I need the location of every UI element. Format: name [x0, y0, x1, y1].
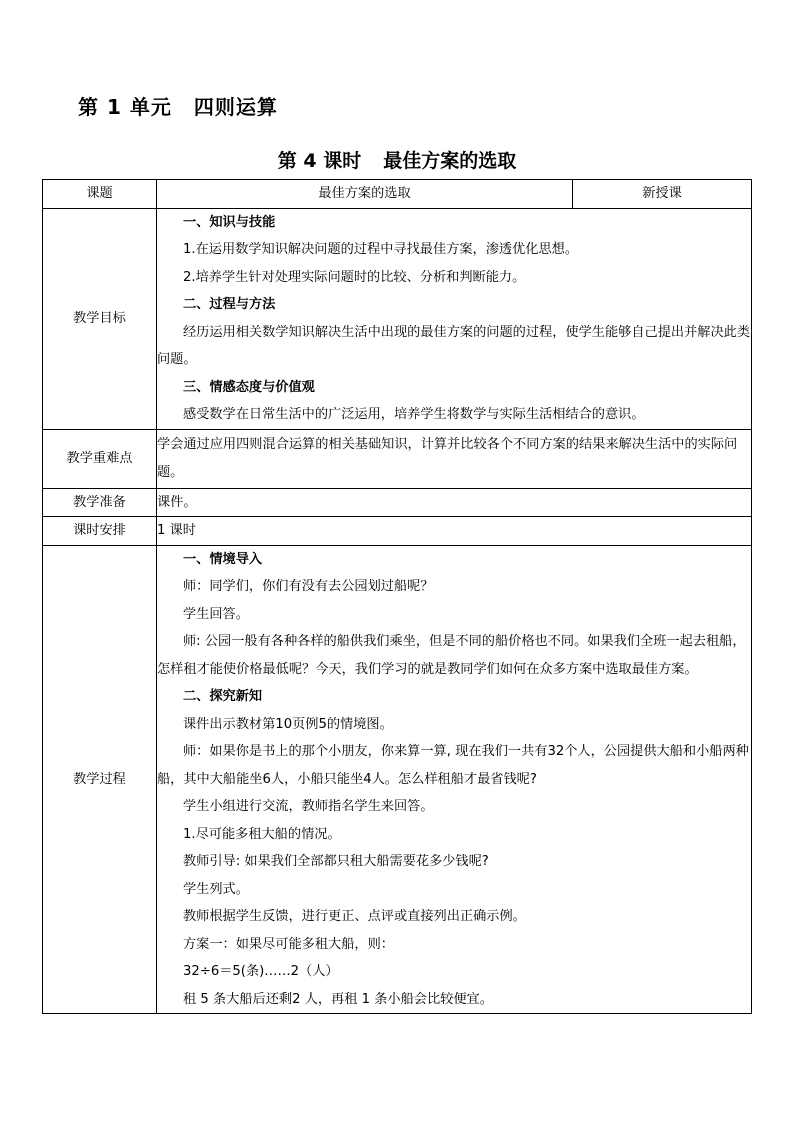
unit-title [78, 91, 278, 120]
table-row-header [43, 180, 752, 209]
process-lines [157, 546, 751, 1014]
topic-value: 最佳方案的选取 [157, 180, 573, 209]
schedule-label: 课时安排 [43, 517, 157, 546]
objectives-label: 教学目标 [43, 208, 157, 429]
table-row-keypoints [43, 429, 752, 488]
unit-number: 第 1 单元 [78, 95, 172, 119]
topic-label: 课题 [43, 180, 157, 209]
section-heading: 一、情境导入 [183, 551, 263, 567]
paragraph: 经历运用相关数学知识解决生活中出现的最佳方案的问题的过程，使学生能够自己提出并解决此类问题。 [157, 324, 751, 367]
process-content [157, 545, 752, 1014]
schedule-content: 1 课时 [157, 517, 752, 546]
paragraph: 学生小组进行交流，教师指名学生来回答。 [183, 799, 434, 814]
paragraph: 课件出示教材第10页例5的情境图。 [183, 716, 393, 732]
table-row-schedule [43, 517, 752, 546]
section-heading: 一、知识与技能 [183, 214, 276, 230]
paragraph: 感受数学在日常生活中的广泛运用，培养学生将数学与实际生活相结合的意识。 [183, 407, 645, 422]
lesson-number: 第 4 课时 [277, 150, 362, 172]
lesson-name: 最佳方案的选取 [383, 150, 517, 172]
paragraph: 师：同学们，你们有没有去公园划过船呢？ [183, 579, 434, 594]
objectives-content [157, 208, 752, 429]
unit-name: 四则运算 [193, 95, 278, 119]
preparation-label: 教学准备 [43, 488, 157, 517]
paragraph: 教师根据学生反馈，进行更正、点评或直接列出正确示例。 [183, 909, 526, 924]
paragraph: 1.尽可能多租大船的情况。 [183, 826, 341, 842]
paragraph: 师：如果你是书上的那个小朋友，你来算一算, 现在我们一共有32个人，公园提供大船和小船两种船，其中大船能坐6人，小船只能坐4人。怎么样租船才最省钱呢? [157, 744, 749, 787]
table-row-preparation [43, 488, 752, 517]
paragraph: 方案一：如果尽可能多租大船，则： [183, 936, 394, 952]
table-row-objectives [43, 208, 752, 429]
keypoints-content: 学会通过应用四则混合运算的相关基础知识，计算并比较各个不同方案的结果来解决生活中的实际问题。 [157, 429, 752, 488]
process-label: 教学过程 [43, 545, 157, 1014]
paragraph: 学生列式。 [183, 881, 249, 897]
lesson-type: 新授课 [573, 180, 752, 209]
paragraph: 教师引导: 如果我们全部都只租大船需要花多少钱呢? [183, 854, 489, 869]
paragraph: 1.在运用数学知识解决问题的过程中寻找最佳方案，渗透优化思想。 [183, 242, 579, 257]
keypoints-label: 教学重难点 [43, 429, 157, 488]
section-heading: 二、探究新知 [183, 689, 263, 704]
paragraph: 师: 公园一般有各种各样的船供我们乘坐，但是不同的船价格也不同。如果我们全班一起去租船，怎样租才能使价格最低呢？今天，我们学习的就是教同学们如何在众多方案中选取最佳方案。 [157, 634, 746, 677]
lesson-title [0, 146, 794, 173]
preparation-content: 课件。 [157, 488, 752, 517]
objectives-lines [157, 209, 751, 429]
section-heading: 三、情感态度与价值观 [183, 379, 315, 395]
paragraph: 32÷6＝5(条)……2（人） [183, 964, 339, 979]
lesson-plan-table [42, 179, 752, 1014]
section-heading: 二、过程与方法 [183, 297, 276, 312]
paragraph: 租 5 条大船后还剩2 人，再租 1 条小船会比较便宜。 [183, 991, 493, 1007]
paragraph: 学生回答。 [183, 606, 249, 622]
table-row-process [43, 545, 752, 1014]
paragraph: 2.培养学生针对处理实际问题时的比较、分析和判断能力。 [183, 269, 526, 285]
